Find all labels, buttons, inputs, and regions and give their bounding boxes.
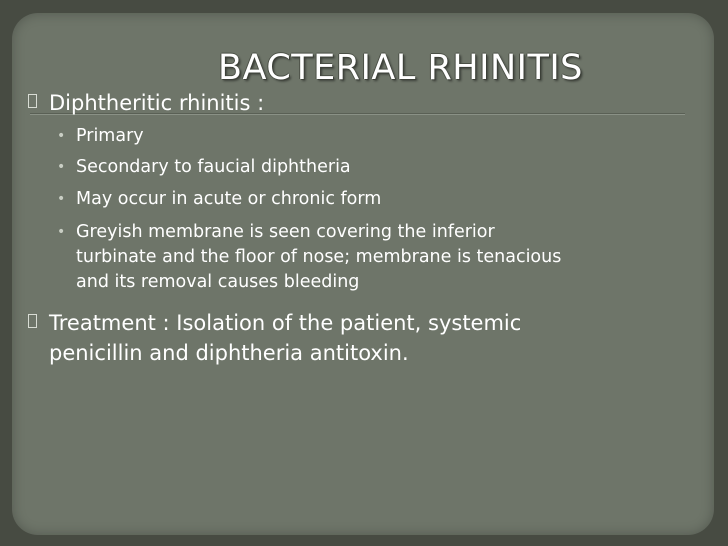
sub-bullet-text: Secondary to faucial diphtheria [76, 157, 351, 177]
sub-bullet-text: Primary [76, 126, 144, 146]
sub-bullet-acute-chronic [57, 187, 696, 212]
dot-bullet-icon: • [57, 191, 66, 207]
sub-bullet-primary [57, 124, 696, 149]
bullet-text: Diphtheritic rhinitis : [49, 91, 265, 115]
dot-bullet-icon: • [57, 128, 66, 144]
square-bullet-icon [28, 314, 37, 328]
bullet-line: Treatment : Isolation of the patient, systemic [49, 311, 522, 335]
sub-bullet-text: May occur in acute or chronic form [76, 189, 382, 209]
sub-bullet-line: and its removal causes bleeding [76, 272, 360, 292]
bullet-diphtheritic-rhinitis [49, 88, 699, 118]
sub-bullet-greyish-membrane [57, 220, 696, 295]
dot-bullet-icon: • [57, 224, 66, 240]
square-bullet-icon [28, 94, 37, 108]
dot-bullet-icon: • [57, 159, 66, 175]
sub-bullet-line: Greyish membrane is seen covering the inferior [76, 222, 495, 242]
sub-bullet-secondary [57, 155, 696, 180]
sub-bullet-line: turbinate and the floor of nose; membrane is tenacious [76, 247, 562, 267]
bullet-treatment [49, 308, 699, 368]
bullet-line: penicillin and diphtheria antitoxin. [49, 341, 409, 365]
slide-title: BACTERIAL RHINITIS [218, 48, 583, 88]
